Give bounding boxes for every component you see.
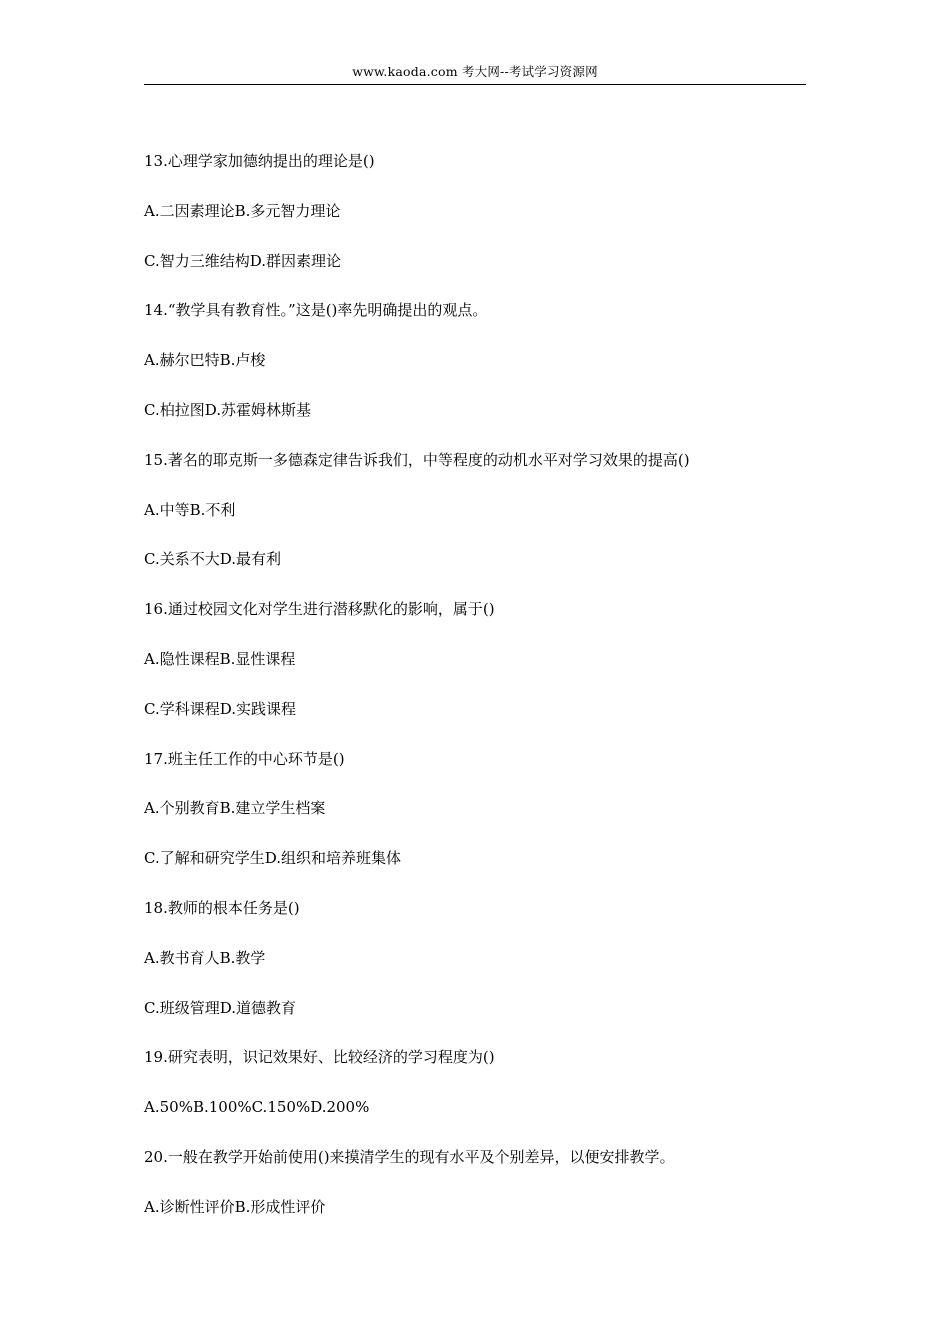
question-option: A.个别教育B.建立学生档案 xyxy=(144,799,326,818)
question-stem: 18.教师的根本任务是() xyxy=(144,898,300,917)
question-option: A.二因素理论B.多元智力理论 xyxy=(144,201,341,220)
question-option: A.教书育人B.教学 xyxy=(144,948,266,967)
question-stem: 19.研究表明，识记效果好、比较经济的学习程度为() xyxy=(144,1048,495,1067)
question-stem: 14.“教学具有教育性。”这是()率先明确提出的观点。 xyxy=(144,301,488,320)
question-option: A.50%B.100%C.150%D.200% xyxy=(144,1098,370,1117)
question-stem: 13.心理学家加德纳提出的理论是() xyxy=(144,152,375,170)
question-option: C.智力三维结构D.群因素理论 xyxy=(144,251,341,270)
question-option: C.了解和研究学生D.组织和培养班集体 xyxy=(144,849,401,868)
question-stem: 16.通过校园文化对学生进行潜移默化的影响，属于() xyxy=(144,600,495,619)
question-stem: 17.班主任工作的中心环节是() xyxy=(144,749,345,768)
question-stem: 15.著名的耶克斯一多德森定律告诉我们，中等程度的动机水平对学习效果的提高() xyxy=(144,450,690,469)
question-list xyxy=(144,150,806,1246)
question-stem: 20.一般在教学开始前使用()来摸清学生的现有水平及个别差异，以便安排教学。 xyxy=(144,1147,675,1166)
header-text: www.kaoda.com 考大网--考试学习资源网 xyxy=(352,64,598,79)
question-option: C.班级管理D.道德教育 xyxy=(144,998,296,1017)
question-option: A.中等B.不利 xyxy=(144,500,236,519)
question-option: C.关系不大D.最有利 xyxy=(144,550,281,569)
question-option: A.赫尔巴特B.卢梭 xyxy=(144,351,266,370)
question-option: A.诊断性评价B.形成性评价 xyxy=(144,1197,326,1216)
page-header xyxy=(144,62,806,85)
question-option: C.学科课程D.实践课程 xyxy=(144,699,296,718)
question-option: C.柏拉图D.苏霍姆林斯基 xyxy=(144,400,311,419)
question-option: A.隐性课程B.显性课程 xyxy=(144,649,296,668)
